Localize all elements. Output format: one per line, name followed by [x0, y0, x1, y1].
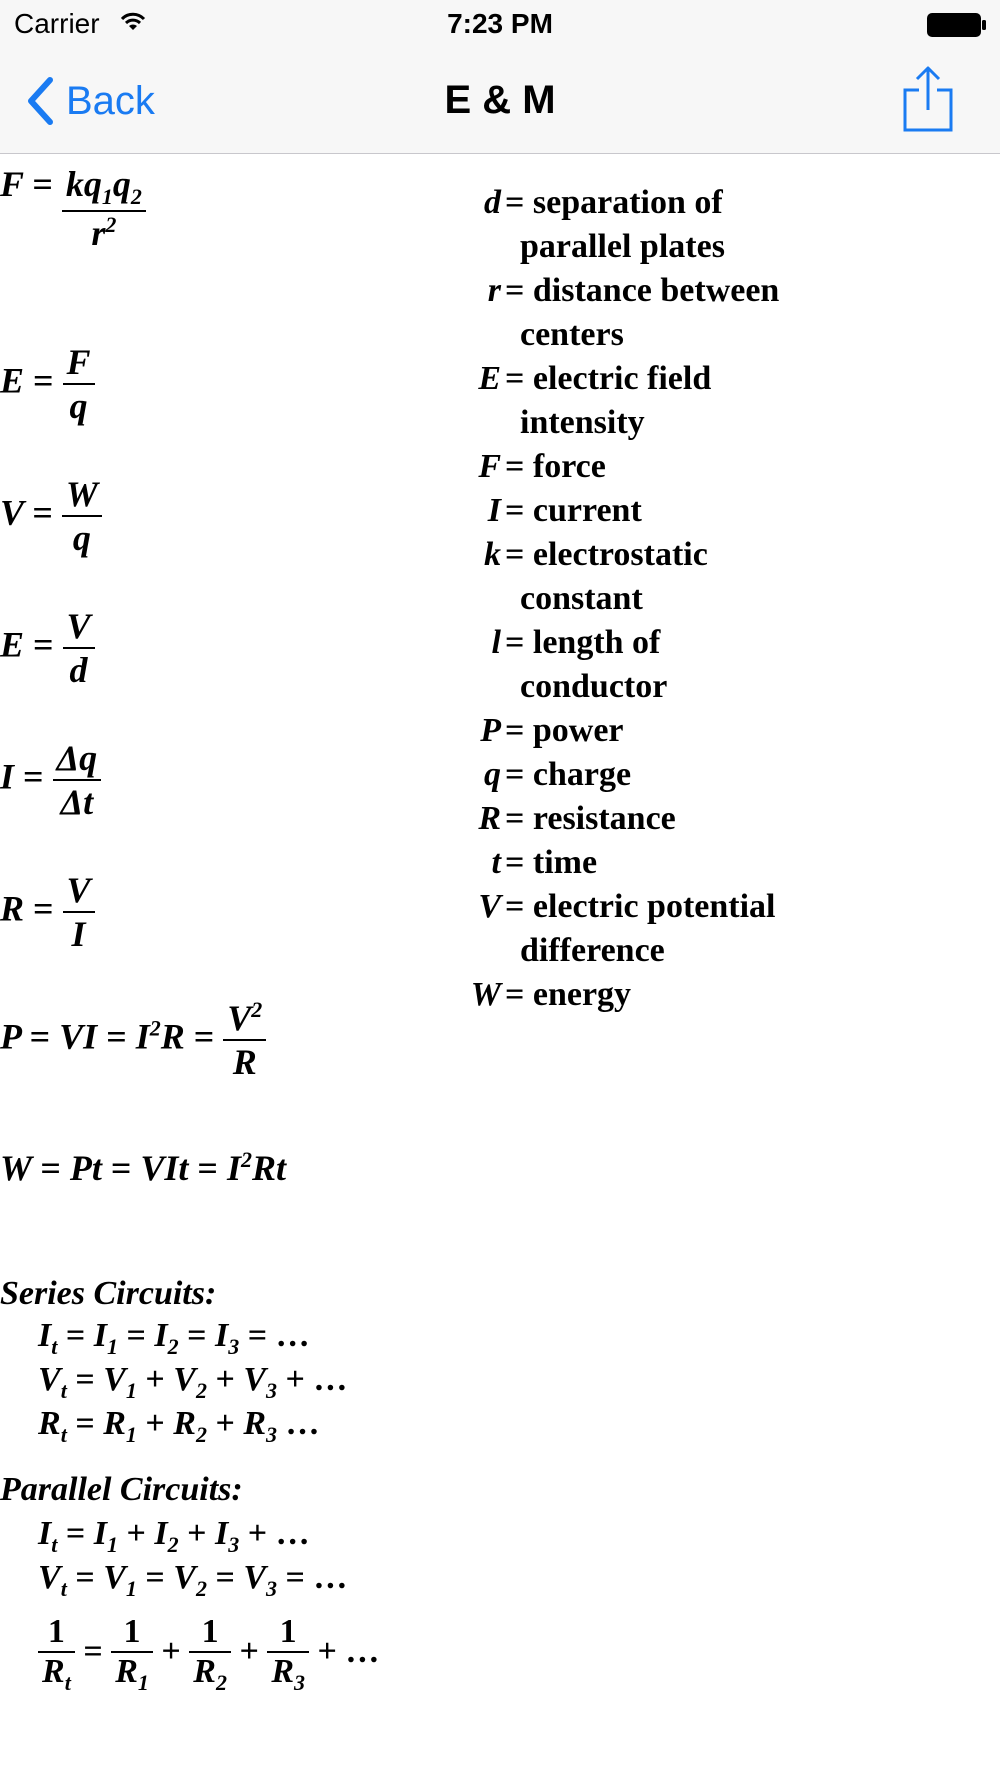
definition-text: = force [505, 448, 606, 485]
definition-text: = separation of [505, 184, 723, 221]
definition-text: = length of [505, 624, 661, 661]
parallel-current-formula: $I_t = I_1 + I_2 + I_3$ + … [38, 1515, 310, 1557]
definition-text: = electrostatic [505, 536, 708, 573]
definition-continuation: intensity [520, 404, 645, 441]
definition-symbol: q [484, 756, 501, 793]
formula-coulomb: F = $\frac{kq_1q_2}{r^2}$ [0, 163, 146, 254]
definition-row [430, 797, 779, 841]
definition-symbol: F [478, 448, 501, 485]
definition-symbol: l [491, 624, 501, 661]
definition-row [430, 533, 779, 577]
parallel-circuits-heading: Parallel Circuits: [0, 1471, 243, 1508]
definition-symbol: E [478, 360, 501, 397]
definition-row [430, 973, 779, 1017]
definition-symbol: R [478, 800, 501, 837]
definition-row [430, 753, 779, 797]
definition-row [430, 489, 779, 533]
parallel-voltage-formula: $V_t = V_1 = V_2 = V_3$ = … [38, 1559, 348, 1601]
definition-row [430, 885, 779, 929]
page-title: E & M [444, 78, 556, 122]
formula-potential: V = $\frac{W}{q}$ [0, 473, 102, 559]
definition-symbol: k [484, 536, 501, 573]
definition-row [430, 709, 779, 753]
formula-ohms-law: R = $\frac{V}{I}$ [0, 869, 95, 955]
definition-symbol: P [480, 712, 501, 749]
back-button-label: Back [66, 78, 155, 123]
parallel-resistance-formula: $\frac{1}{R_t}$ = $\frac{1}{R_1}$ + $\frac{1}{R_2}$ + $\frac{1}{R_3}$ + … [38, 1613, 379, 1696]
definition-text: = charge [505, 756, 632, 793]
series-circuits-heading: Series Circuits: [0, 1275, 217, 1312]
series-resistance-formula: $R_t = R_1 + R_2 + R_3$ … [38, 1405, 320, 1447]
definition-row [430, 445, 779, 489]
definition-symbol: I [487, 492, 501, 529]
definition-continuation: parallel plates [520, 228, 725, 265]
definition-row [430, 269, 779, 313]
definition-symbol: d [484, 184, 501, 221]
formula-electric-field: E = $\frac{F}{q}$ [0, 341, 95, 427]
formula-field-plates: E = $\frac{V}{d}$ [0, 605, 95, 691]
formula-sheet [0, 155, 1000, 1778]
definition-continuation: difference [520, 932, 665, 969]
definition-text: = distance between [505, 272, 780, 309]
definition-continuation: conductor [520, 668, 668, 705]
definition-row [430, 181, 779, 225]
battery-icon [926, 12, 988, 38]
definition-text: = electric field [505, 360, 712, 397]
definition-text: = resistance [505, 800, 676, 837]
definition-text: = energy [505, 976, 632, 1013]
series-voltage-formula: $V_t = V_1 + V_2 + V_3$ + … [38, 1361, 348, 1403]
definition-continuation: centers [520, 316, 624, 353]
series-current-formula: $I_t = I_1 = I_2 = I_3$ = … [38, 1317, 310, 1359]
definition-text: = current [505, 492, 642, 529]
formula-current: I = $\frac{\Delta q}{\Delta t}$ [0, 737, 101, 823]
carrier-label: Carrier [14, 8, 100, 39]
definition-symbol: r [487, 272, 501, 309]
status-time: 7:23 PM [447, 8, 553, 39]
definition-symbol: W [470, 976, 501, 1013]
variable-definitions [430, 181, 779, 1017]
definition-row [430, 841, 779, 885]
definition-text: = time [505, 844, 598, 881]
definition-symbol: V [478, 888, 501, 925]
definition-row [430, 357, 779, 401]
share-icon[interactable] [900, 64, 956, 132]
status-bar [0, 0, 1000, 48]
definition-text: = power [505, 712, 624, 749]
formula-energy: W = Pt = VIt = $I^2Rt$ [0, 1147, 286, 1188]
definition-continuation: constant [520, 580, 643, 617]
navigation-bar [0, 48, 1000, 154]
definition-row [430, 621, 779, 665]
formula-power: P = VI = $I^2R$ = $\frac{V^2}{R}$ [0, 997, 266, 1083]
definition-symbol: t [491, 844, 501, 881]
definition-text: = electric potential [505, 888, 776, 925]
